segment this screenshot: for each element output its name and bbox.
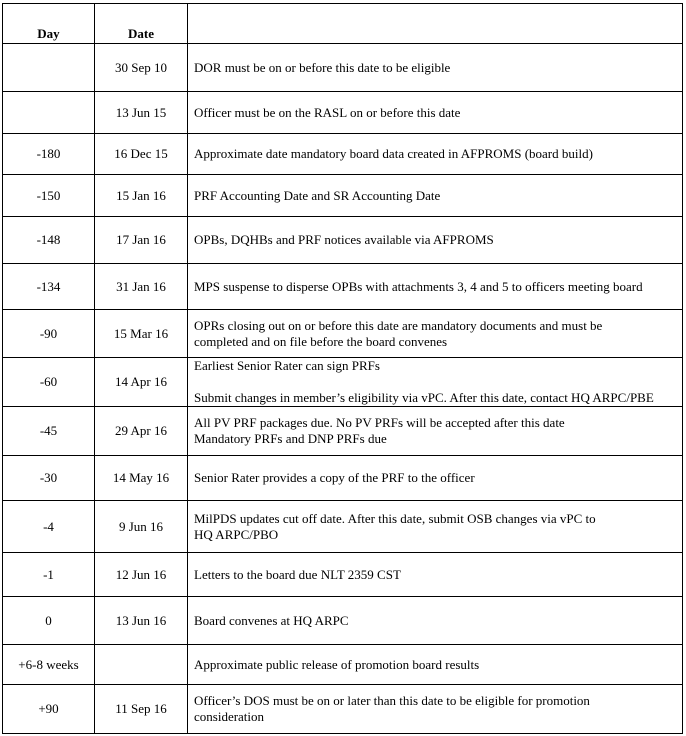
event-text-line: consideration (194, 709, 265, 724)
day-cell: -148 (3, 217, 95, 264)
table-row (3, 501, 683, 553)
table-row (3, 407, 683, 456)
event-text-line: Approximate public release of promotion board results (194, 656, 480, 672)
event-cell (188, 597, 683, 645)
date-cell: 14 Apr 16 (95, 358, 188, 407)
table-row (3, 264, 683, 310)
table-row (3, 310, 683, 358)
event-cell (188, 44, 683, 92)
event-cell (188, 456, 683, 501)
day-cell: -134 (3, 264, 95, 310)
date-cell: 30 Sep 10 (95, 44, 188, 92)
table-row (3, 685, 683, 734)
date-cell: 16 Dec 15 (95, 134, 188, 175)
day-cell (3, 92, 95, 134)
event-cell (188, 92, 683, 134)
event-text-line: Earliest Senior Rater can sign PRFs (194, 358, 380, 373)
day-cell (3, 44, 95, 92)
event-cell (188, 134, 683, 175)
promotion-board-schedule-table (2, 3, 683, 734)
date-cell: 31 Jan 16 (95, 264, 188, 310)
table-row (3, 217, 683, 264)
date-cell: 11 Sep 16 (95, 685, 188, 734)
table-row (3, 175, 683, 217)
event-text-line: MilPDS updates cut off date. After this date, submit OSB changes via vPC to (194, 510, 596, 526)
date-cell: 17 Jan 16 (95, 217, 188, 264)
schedule-body (3, 44, 683, 734)
table-row (3, 134, 683, 175)
event-cell (188, 407, 683, 456)
day-cell: -150 (3, 175, 95, 217)
day-cell: +90 (3, 685, 95, 734)
date-cell: 13 Jun 16 (95, 597, 188, 645)
table-row (3, 645, 683, 685)
table-row (3, 553, 683, 597)
event-cell (188, 685, 683, 734)
event-text-line: Board convenes at HQ ARPC (194, 612, 349, 628)
date-cell: 15 Jan 16 (95, 175, 188, 217)
event-text-line: OPBs, DQHBs and PRF notices available via AFPROMS (194, 232, 494, 247)
date-cell: 13 Jun 15 (95, 92, 188, 134)
event-cell (188, 553, 683, 597)
table-row (3, 456, 683, 501)
event-text-line: Letters to the board due NLT 2359 CST (194, 566, 401, 582)
event-text-line: OPRs closing out on or before this date are mandatory documents and must be (194, 317, 603, 333)
event-cell (188, 358, 683, 407)
event-cell (188, 264, 683, 310)
date-cell: 9 Jun 16 (95, 501, 188, 553)
day-cell: -180 (3, 134, 95, 175)
date-cell: 14 May 16 (95, 456, 188, 501)
event-line-gap (194, 374, 676, 390)
day-cell: -45 (3, 407, 95, 456)
table-row (3, 597, 683, 645)
event-text-line: DOR must be on or before this date to be eligible (194, 59, 451, 75)
event-text-line: Senior Rater provides a copy of the PRF to the officer (194, 470, 475, 485)
day-cell: -90 (3, 310, 95, 358)
event-cell (188, 645, 683, 685)
event-text-line: All PV PRF packages due. No PV PRFs will be accepted after this date (194, 415, 565, 430)
day-cell: -1 (3, 553, 95, 597)
event-text-line: Officer’s DOS must be on or later than this date to be eligible for promotion (194, 693, 590, 708)
date-cell: 15 Mar 16 (95, 310, 188, 358)
date-cell (95, 645, 188, 685)
day-cell: -60 (3, 358, 95, 407)
event-text-line: HQ ARPC/PBO (194, 526, 279, 542)
event-text-line: completed and on file before the board convenes (194, 333, 448, 349)
event-cell (188, 217, 683, 264)
event-text-line: Approximate date mandatory board data created in AFPROMS (board build) (194, 146, 593, 161)
table-row (3, 44, 683, 92)
header-row (3, 4, 683, 44)
event-cell (188, 310, 683, 358)
day-cell: -4 (3, 501, 95, 553)
day-cell: +6-8 weeks (3, 645, 95, 685)
event-text-line: MPS suspense to disperse OPBs with attachments 3, 4 and 5 to officers meeting board (194, 278, 643, 294)
table-row (3, 358, 683, 407)
date-cell: 12 Jun 16 (95, 553, 188, 597)
event-text-line: Mandatory PRFs and DNP PRFs due (194, 431, 387, 446)
event-text-line: Submit changes in member’s eligibility via vPC. After this date, contact HQ ARPC/PBE (194, 390, 654, 405)
header-day: Day (3, 4, 95, 44)
event-cell (188, 501, 683, 553)
event-cell (188, 175, 683, 217)
day-cell: 0 (3, 597, 95, 645)
table-row (3, 92, 683, 134)
header-event (188, 4, 683, 44)
event-text-line: PRF Accounting Date and SR Accounting Date (194, 187, 441, 203)
day-cell: -30 (3, 456, 95, 501)
date-cell: 29 Apr 16 (95, 407, 188, 456)
header-date: Date (95, 4, 188, 44)
event-text-line: Officer must be on the RASL on or before this date (194, 104, 461, 120)
